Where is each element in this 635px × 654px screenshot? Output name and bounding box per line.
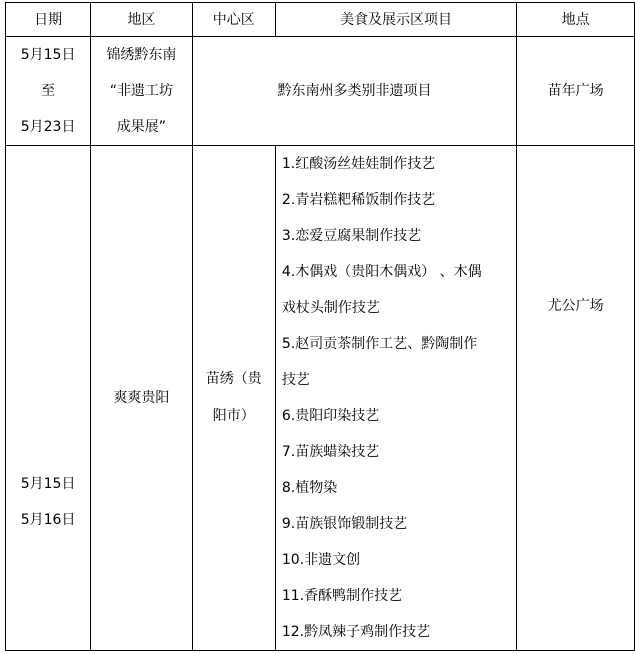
date-line: 5月15日 (20, 476, 76, 492)
list-item: 6.贵阳印染技艺 (281, 408, 380, 424)
list-item: 10.非遗文创 (281, 552, 361, 568)
header-date: 日期 (6, 3, 91, 37)
table-row (6, 37, 635, 146)
list-item: 1.红酸汤丝娃娃制作技艺 (281, 156, 436, 172)
region-cell: 爽爽贵阳 (91, 146, 192, 651)
place-text: 尤公广场 (547, 298, 604, 314)
list-item: 7.苗族蜡染技艺 (281, 444, 380, 460)
schedule-table (5, 2, 635, 651)
header-project: 美食及展示区项目 (275, 3, 516, 37)
table-row (6, 146, 635, 651)
header-region: 地区 (91, 3, 192, 37)
date-line: 5月23日 (20, 119, 76, 135)
project-list-cell (275, 146, 516, 651)
list-item: 12.黔凤辣子鸡制作技艺 (281, 624, 431, 640)
region-line: 锦绣黔东南 (106, 47, 177, 63)
region-line: “非遗工坊 (109, 83, 174, 99)
header-center: 中心区 (192, 3, 275, 37)
list-item: 2.青岩糕粑稀饭制作技艺 (281, 192, 436, 208)
list-item: 11.香酥鸭制作技艺 (281, 588, 403, 604)
list-item: 9.苗族银饰锻制技艺 (281, 516, 408, 532)
header-place: 地点 (517, 3, 635, 37)
project-cell: 黔东南州多类别非遗项目 (192, 37, 517, 146)
place-cell (517, 146, 635, 651)
center-cell (192, 146, 275, 651)
date-cell (6, 37, 91, 146)
date-line: 5月15日 (20, 47, 76, 63)
list-item: 技艺 (281, 372, 310, 388)
region-line: 成果展” (116, 119, 167, 135)
list-item: 4.木偶戏（贵阳木偶戏） 、木偶 (281, 264, 482, 280)
region-cell (91, 37, 192, 146)
center-line: 阳市） (212, 408, 255, 424)
date-line: 5月16日 (20, 512, 76, 528)
center-line: 苗绣（贵 (205, 371, 262, 387)
list-item: 戏杖头制作技艺 (281, 300, 380, 316)
date-line: 至 (41, 83, 56, 99)
list-item: 5.赵司贡茶制作工艺、黔陶制作 (281, 336, 478, 352)
date-cell (6, 146, 91, 651)
list-item: 3.恋爱豆腐果制作技艺 (281, 228, 422, 244)
place-cell: 苗年广场 (517, 37, 635, 146)
list-item: 8.植物染 (281, 480, 338, 496)
header-row (6, 3, 635, 37)
